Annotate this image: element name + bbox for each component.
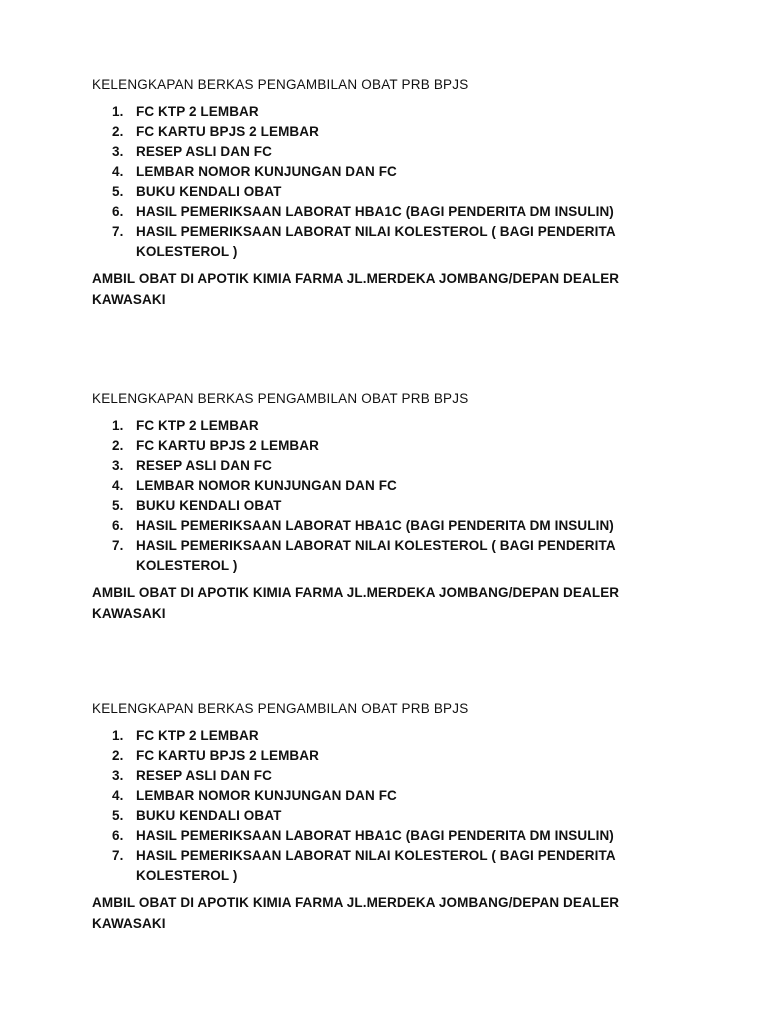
item-text: HASIL PEMERIKSAAN LABORAT NILAI KOLESTEROL ( BAGI PENDERITA KOLESTEROL ) [136, 224, 616, 259]
section-heading: KELENGKAPAN BERKAS PENGAMBILAN OBAT PRB BPJS [92, 701, 469, 716]
checklist-section [92, 700, 712, 934]
item-number: 2. [112, 124, 124, 139]
item-number: 3. [112, 768, 124, 783]
item-number: 4. [112, 788, 124, 803]
list-item [92, 746, 712, 766]
list-item [92, 202, 712, 222]
item-number: 6. [112, 828, 124, 843]
item-text: LEMBAR NOMOR KUNJUNGAN DAN FC [136, 788, 397, 803]
item-text: RESEP ASLI DAN FC [136, 144, 272, 159]
item-number: 5. [112, 184, 124, 199]
item-text: HASIL PEMERIKSAAN LABORAT NILAI KOLESTEROL ( BAGI PENDERITA KOLESTEROL ) [136, 848, 616, 883]
item-number: 6. [112, 204, 124, 219]
list-item [92, 162, 712, 182]
item-text: RESEP ASLI DAN FC [136, 458, 272, 473]
list-item [92, 726, 712, 746]
item-text: FC KARTU BPJS 2 LEMBAR [136, 438, 319, 453]
list-item [92, 536, 712, 576]
list-item [92, 846, 712, 886]
item-text: FC KTP 2 LEMBAR [136, 728, 259, 743]
list-item [92, 496, 712, 516]
list-item [92, 102, 712, 122]
item-number: 1. [112, 418, 124, 433]
item-text: BUKU KENDALI OBAT [136, 808, 282, 823]
list-item [92, 182, 712, 202]
item-number: 3. [112, 144, 124, 159]
list-item [92, 122, 712, 142]
item-text: BUKU KENDALI OBAT [136, 184, 282, 199]
checklist-section [92, 76, 712, 310]
item-text: HASIL PEMERIKSAAN LABORAT HBA1C (BAGI PENDERITA DM INSULIN) [136, 204, 614, 219]
item-number: 3. [112, 458, 124, 473]
list-item [92, 476, 712, 496]
item-number: 6. [112, 518, 124, 533]
checklist-section [92, 390, 712, 624]
item-number: 7. [112, 224, 124, 239]
section-heading: KELENGKAPAN BERKAS PENGAMBILAN OBAT PRB BPJS [92, 77, 469, 92]
list-item [92, 766, 712, 786]
item-text: LEMBAR NOMOR KUNJUNGAN DAN FC [136, 164, 397, 179]
list-item [92, 436, 712, 456]
item-number: 7. [112, 848, 124, 863]
item-text: FC KTP 2 LEMBAR [136, 418, 259, 433]
item-number: 7. [112, 538, 124, 553]
item-number: 5. [112, 498, 124, 513]
list-item [92, 222, 712, 262]
requirements-list [92, 726, 712, 886]
pickup-note: AMBIL OBAT DI APOTIK KIMIA FARMA JL.MERDEKA JOMBANG/DEPAN DEALER KAWASAKI [92, 271, 620, 307]
item-number: 1. [112, 104, 124, 119]
item-text: HASIL PEMERIKSAAN LABORAT NILAI KOLESTEROL ( BAGI PENDERITA KOLESTEROL ) [136, 538, 616, 573]
item-number: 1. [112, 728, 124, 743]
item-text: FC KARTU BPJS 2 LEMBAR [136, 748, 319, 763]
requirements-list [92, 416, 712, 576]
pickup-note: AMBIL OBAT DI APOTIK KIMIA FARMA JL.MERDEKA JOMBANG/DEPAN DEALER KAWASAKI [92, 585, 620, 621]
item-number: 2. [112, 438, 124, 453]
list-item [92, 786, 712, 806]
list-item [92, 416, 712, 436]
pickup-note: AMBIL OBAT DI APOTIK KIMIA FARMA JL.MERDEKA JOMBANG/DEPAN DEALER KAWASAKI [92, 895, 620, 931]
item-number: 5. [112, 808, 124, 823]
requirements-list [92, 102, 712, 262]
list-item [92, 806, 712, 826]
list-item [92, 826, 712, 846]
item-number: 4. [112, 164, 124, 179]
item-text: RESEP ASLI DAN FC [136, 768, 272, 783]
item-text: FC KARTU BPJS 2 LEMBAR [136, 124, 319, 139]
item-text: HASIL PEMERIKSAAN LABORAT HBA1C (BAGI PENDERITA DM INSULIN) [136, 828, 614, 843]
item-text: BUKU KENDALI OBAT [136, 498, 282, 513]
item-number: 4. [112, 478, 124, 493]
list-item [92, 456, 712, 476]
item-text: LEMBAR NOMOR KUNJUNGAN DAN FC [136, 478, 397, 493]
section-heading: KELENGKAPAN BERKAS PENGAMBILAN OBAT PRB BPJS [92, 391, 469, 406]
item-text: HASIL PEMERIKSAAN LABORAT HBA1C (BAGI PENDERITA DM INSULIN) [136, 518, 614, 533]
list-item [92, 142, 712, 162]
item-number: 2. [112, 748, 124, 763]
list-item [92, 516, 712, 536]
item-text: FC KTP 2 LEMBAR [136, 104, 259, 119]
